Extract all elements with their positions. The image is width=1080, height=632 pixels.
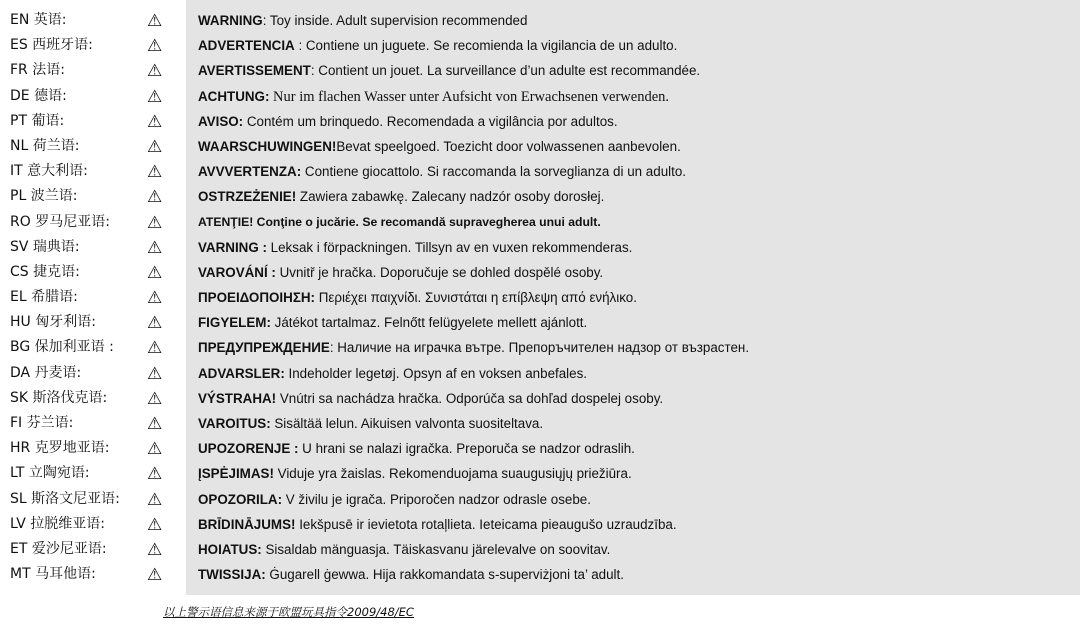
warning-text: Zawiera zabawkę. Zalecany nadzór osoby dorosłej. bbox=[296, 189, 605, 205]
warning-triangle-icon: ⚠ bbox=[147, 388, 163, 409]
language-row bbox=[0, 58, 186, 83]
warning-triangle-icon: ⚠ bbox=[147, 212, 163, 233]
language-row bbox=[0, 260, 186, 285]
language-label: RO 罗马尼亚语: bbox=[10, 213, 110, 230]
language-label: PT 葡语: bbox=[10, 112, 65, 129]
warning-keyword: ПРЕДУПРЕЖДЕНИЕ bbox=[198, 340, 330, 356]
warning-keyword: AVERTISSEMENT bbox=[198, 63, 311, 79]
language-row bbox=[0, 33, 186, 58]
warning-keyword: VARNING : bbox=[198, 239, 267, 255]
language-row bbox=[0, 461, 186, 486]
warning-keyword: ACHTUNG: bbox=[198, 88, 270, 104]
language-label: ES 西班牙语: bbox=[10, 37, 93, 54]
language-row bbox=[0, 537, 186, 562]
warning-keyword: ADVERTENCIA bbox=[198, 38, 295, 54]
warning-message-row bbox=[198, 235, 1078, 260]
language-row bbox=[0, 436, 186, 461]
warning-keyword: HOIATUS: bbox=[198, 541, 262, 557]
warning-keyword: ADVARSLER: bbox=[198, 365, 285, 381]
warning-message-row bbox=[198, 134, 1078, 159]
warning-text: Sisaldab mänguasja. Täiskasvanu järelevalve on soovitav. bbox=[261, 541, 611, 557]
warning-message-row bbox=[198, 84, 1078, 109]
warning-message-row bbox=[198, 33, 1078, 58]
warning-text: Περιέχει παιχνίδι. Συνιστάται η επίβλεψη από ενήλικο. bbox=[315, 290, 637, 306]
warning-message-row bbox=[198, 335, 1078, 360]
warning-triangle-icon: ⚠ bbox=[147, 439, 163, 460]
language-row bbox=[0, 411, 186, 436]
language-label: DE 德语: bbox=[10, 87, 67, 104]
language-label: MT 马耳他语: bbox=[10, 566, 96, 583]
language-row bbox=[0, 184, 186, 209]
warning-message-row bbox=[198, 361, 1078, 386]
warning-triangle-icon: ⚠ bbox=[147, 338, 163, 359]
language-row bbox=[0, 235, 186, 260]
warning-message-row bbox=[198, 487, 1078, 512]
warning-message-row bbox=[198, 109, 1078, 134]
language-label: DA 丹麦语: bbox=[10, 364, 82, 381]
warning-triangle-icon: ⚠ bbox=[147, 61, 163, 82]
warning-text: Contiene giocattolo. Si raccomanda la sorveglianza di un adulto. bbox=[301, 164, 687, 180]
warning-triangle-icon: ⚠ bbox=[147, 464, 163, 485]
warning-triangle-icon: ⚠ bbox=[147, 363, 163, 384]
language-row bbox=[0, 512, 186, 537]
language-row bbox=[0, 562, 186, 587]
warning-text: Iekšpusē ir ievietota rotaļlieta. Ieteicama pieaugušo uzraudzība. bbox=[295, 516, 677, 532]
warning-triangle-icon: ⚠ bbox=[147, 565, 163, 586]
warning-message-row bbox=[198, 512, 1078, 537]
language-row bbox=[0, 109, 186, 134]
warning-triangle-icon: ⚠ bbox=[147, 111, 163, 132]
warning-text: Vnútri sa nachádza hračka. Odporúča sa dohľad dospelej osoby. bbox=[276, 390, 664, 406]
warning-message-row bbox=[198, 461, 1078, 486]
warning-text: Conţine o jucărie. Se recomandă supravegherea unui adult. bbox=[253, 214, 601, 229]
language-row bbox=[0, 285, 186, 310]
warning-keyword: ΠΡΟΕΙΔΟΠΟΙΗΣΗ: bbox=[198, 290, 315, 306]
language-label: FR 法语: bbox=[10, 62, 65, 79]
language-row bbox=[0, 159, 186, 184]
warning-text: Leksak i förpackningen. Tillsyn av en vuxen rekommenderas. bbox=[266, 239, 633, 255]
language-row bbox=[0, 335, 186, 360]
warning-keyword: ATENŢIE! bbox=[198, 214, 254, 229]
warning-triangle-icon: ⚠ bbox=[147, 514, 163, 535]
warning-keyword: AVISO: bbox=[198, 113, 244, 129]
language-label: LT 立陶宛语: bbox=[10, 465, 90, 482]
warning-keyword: OSTRZEŻENIE! bbox=[198, 189, 297, 205]
warning-message-row bbox=[198, 260, 1078, 285]
warning-text: : Contiene un juguete. Se recomienda la vigilancia de un adulto. bbox=[294, 38, 678, 54]
warning-triangle-icon: ⚠ bbox=[147, 414, 163, 434]
warning-triangle-icon: ⚠ bbox=[147, 539, 163, 560]
language-row bbox=[0, 8, 186, 33]
warning-keyword: VAROITUS: bbox=[198, 416, 271, 431]
language-row bbox=[0, 134, 186, 159]
language-row bbox=[0, 310, 186, 335]
warning-message-row bbox=[198, 310, 1078, 335]
warning-text: V živilu je igrača. Priporočen nadzor odrasle osebe. bbox=[282, 491, 591, 507]
language-row bbox=[0, 84, 186, 109]
language-label: EN 英语: bbox=[10, 12, 67, 28]
language-label: EL 希腊语: bbox=[10, 289, 78, 306]
language-label: FI 芬兰语: bbox=[10, 415, 74, 431]
warning-messages bbox=[198, 8, 1078, 587]
warning-keyword: VÝSTRAHA! bbox=[198, 390, 277, 406]
warning-keyword: UPOZORENJE : bbox=[198, 441, 299, 457]
warning-keyword: BRĪDINĀJUMS! bbox=[198, 516, 296, 532]
warning-text: Contém um brinquedo. Recomendada a vigilância por adultos. bbox=[243, 113, 618, 129]
warning-keyword: FIGYELEM: bbox=[198, 315, 271, 331]
warning-text: Indeholder legetøj. Opsyn af en voksen anbefales. bbox=[284, 365, 588, 381]
warning-message-row bbox=[198, 184, 1078, 209]
warning-message-row bbox=[198, 386, 1078, 411]
warning-text: Uvnitř je hračka. Doporučuje se dohled dospělé osoby. bbox=[275, 264, 604, 280]
warning-triangle-icon: ⚠ bbox=[147, 86, 163, 107]
warning-triangle-icon: ⚠ bbox=[147, 187, 163, 208]
warning-text: : Contient un jouet. La surveillance d’un adulte est recommandée. bbox=[310, 63, 701, 79]
warning-message-row bbox=[198, 436, 1078, 461]
warning-message-row bbox=[198, 210, 1078, 235]
warning-text: Játékot tartalmaz. Felnőtt felügyelete mellett ajánlott. bbox=[270, 315, 588, 331]
language-label: BG 保加利亚语 : bbox=[10, 339, 114, 356]
warning-text: Viduje yra žaislas. Rekomenduojama suaugusiųjų priežiūra. bbox=[273, 466, 632, 482]
language-label: HR 克罗地亚语: bbox=[10, 440, 110, 457]
warning-triangle-icon: ⚠ bbox=[147, 288, 163, 309]
warning-message-row bbox=[198, 58, 1078, 83]
warning-triangle-icon: ⚠ bbox=[147, 11, 163, 31]
warning-message-row bbox=[198, 285, 1078, 310]
language-label: SV 瑞典语: bbox=[10, 238, 80, 255]
warning-keyword: TWISSIJA: bbox=[198, 567, 266, 583]
language-label: ET 爱沙尼亚语: bbox=[10, 540, 107, 557]
source-note: 以上警示语信息来源于欧盟玩具指令2009/48/EC bbox=[163, 605, 414, 619]
language-label: HU 匈牙利语: bbox=[10, 314, 96, 331]
language-row bbox=[0, 487, 186, 512]
language-label: PL 波兰语: bbox=[10, 188, 78, 205]
warning-triangle-icon: ⚠ bbox=[147, 262, 163, 283]
warning-text: Ġugarell ġewwa. Hija rakkomandata s-superviżjoni ta’ adult. bbox=[265, 567, 624, 583]
warning-keyword: VAROVÁNÍ : bbox=[198, 264, 276, 280]
warning-text: : Наличие на играчка вътре. Препоръчителен надзор от възрастен. bbox=[329, 340, 750, 356]
warning-message-row bbox=[198, 8, 1078, 33]
warning-keyword: WAARSCHUWINGEN! bbox=[198, 138, 337, 154]
warning-keyword: OPOZORILA: bbox=[198, 491, 283, 507]
warning-message-row bbox=[198, 411, 1078, 436]
warning-triangle-icon: ⚠ bbox=[147, 313, 163, 334]
warning-keyword: ĮSPĖJIMAS! bbox=[198, 466, 274, 482]
warning-text: : Toy inside. Adult supervision recommended bbox=[262, 13, 528, 28]
warning-text: Sisältää lelun. Aikuisen valvonta suositeltava. bbox=[270, 416, 544, 431]
warning-keyword: AVVVERTENZA: bbox=[198, 164, 302, 180]
warning-text: Bevat speelgoed. Toezicht door volwassenen aanbevolen. bbox=[336, 138, 681, 154]
warning-triangle-icon: ⚠ bbox=[147, 489, 163, 510]
warning-message-row bbox=[198, 159, 1078, 184]
language-row bbox=[0, 210, 186, 235]
warning-text: Nur im flachen Wasser unter Aufsicht von Erwachsenen verwenden. bbox=[269, 88, 670, 105]
language-row bbox=[0, 361, 186, 386]
language-label: IT 意大利语: bbox=[10, 163, 88, 180]
warning-triangle-icon: ⚠ bbox=[147, 237, 163, 258]
warning-keyword: WARNING bbox=[198, 13, 263, 28]
language-label: SL 斯洛文尼亚语: bbox=[10, 490, 120, 507]
warning-message-row bbox=[198, 537, 1078, 562]
language-column bbox=[0, 8, 186, 587]
language-row bbox=[0, 386, 186, 411]
warning-text: U hrani se nalazi igračka. Preporuča se nadzor odraslih. bbox=[298, 441, 635, 457]
language-label: SK 斯洛伐克语: bbox=[10, 389, 108, 406]
warning-message-row bbox=[198, 562, 1078, 587]
language-label: LV 拉脱维亚语: bbox=[10, 515, 106, 532]
language-label: NL 荷兰语: bbox=[10, 137, 80, 154]
language-label: CS 捷克语: bbox=[10, 263, 80, 280]
warning-triangle-icon: ⚠ bbox=[147, 36, 163, 57]
warning-triangle-icon: ⚠ bbox=[147, 136, 163, 157]
warning-triangle-icon: ⚠ bbox=[147, 162, 163, 183]
